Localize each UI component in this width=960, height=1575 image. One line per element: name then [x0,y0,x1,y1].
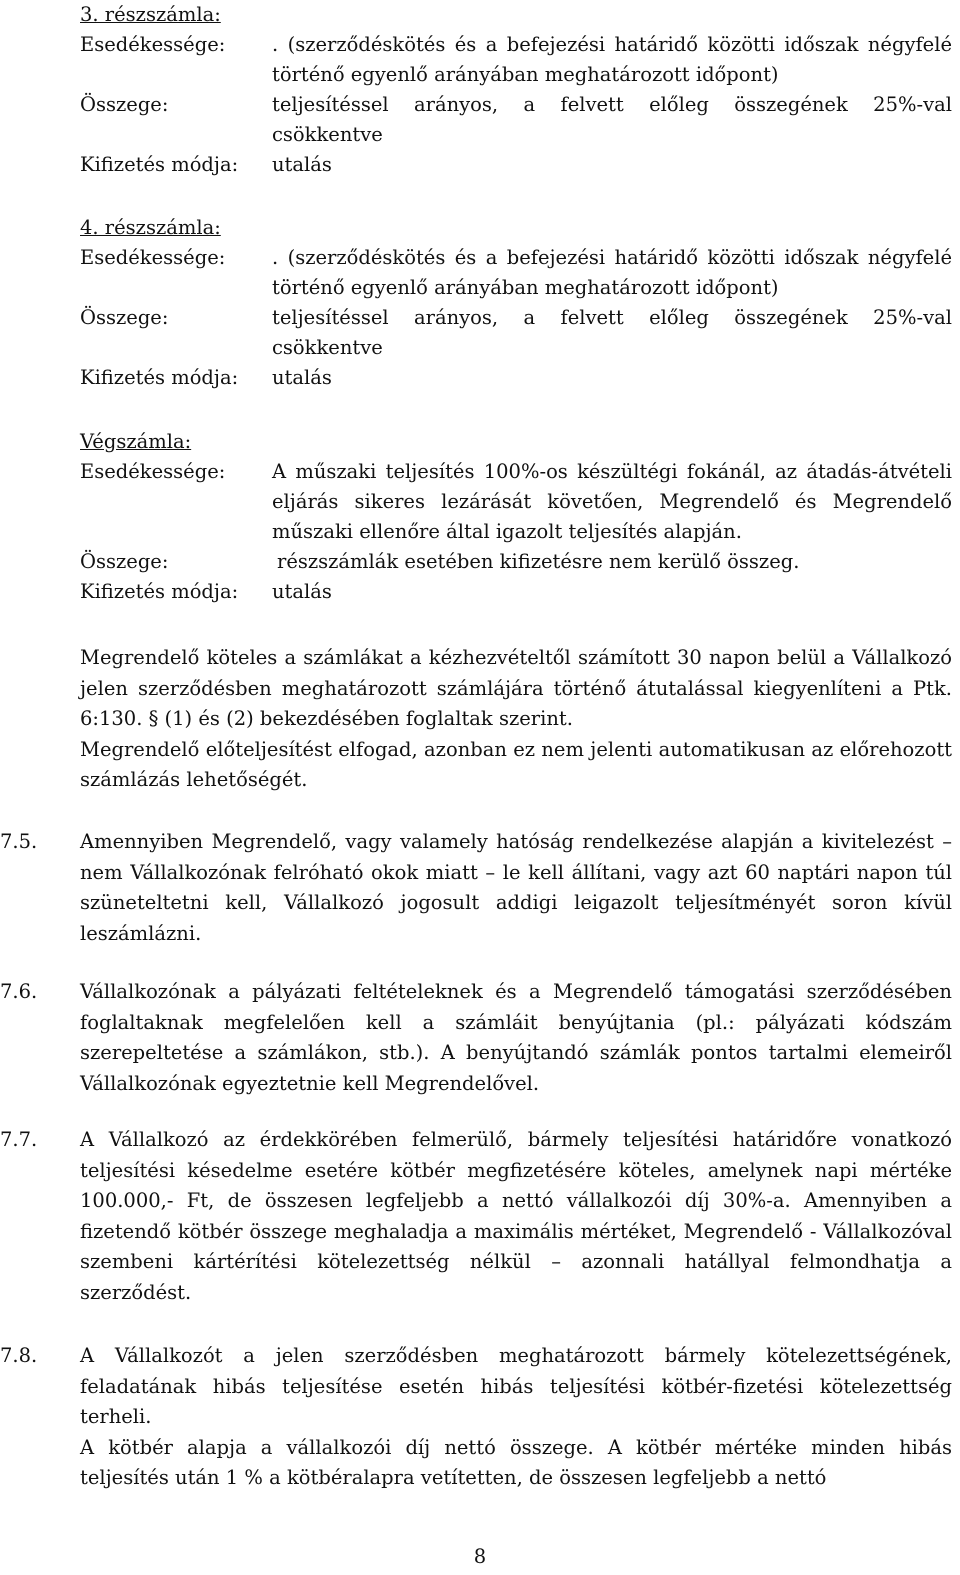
section-number: 7.6. [0,980,38,1003]
section-text: A Vállalkozó az érdekkörében felmerülő, bármely teljesítési határidőre vonatkozó teljesítési késedelme esetére kötbér megfizetésére köteles, amelynek napi mértéke 100.000,- Ft, de összesen legfeljebb a nettó vállalkozói díj 30%-a. Amennyiben a fizetendő kötbér összege meghaladja a maximális mértéket, Megrendelő - Vállalkozóval szembeni kártérítési kötelezettség nélkül – azonnali hatállyal felmondhatja a szerződést. [80,1128,952,1304]
amount-row [80,303,952,363]
due-label: Esedékessége: [80,460,226,483]
installment-title: 3. részszámla: [80,3,221,26]
amount-row [80,90,952,150]
installment-title: Végszámla: [80,430,192,453]
amount-value: részszámlák esetében kifizetésre nem kerülő összeg. [277,550,800,573]
due-row [80,457,952,547]
payment-row [80,150,952,180]
installment-4 [80,213,952,393]
payment-value: utalás [272,580,332,603]
due-label: Esedékessége: [80,33,226,56]
amount-label: Összege: [80,93,169,116]
final-invoice [80,427,952,607]
page-number: 8 [473,1545,487,1568]
amount-value: teljesítéssel arányos, a felvett előleg összegének 25%-val csökkentve [272,93,952,146]
section-text: Amennyiben Megrendelő, vagy valamely hatóság rendelkezése alapján a kivitelezést – nem Vállalkozónak felróható okok miatt – le kell állítani, vagy azt 60 naptári napon túl szüneteltetni kell, Vállalkozó jogosult addigi leigazolt teljesítményét soron kívül leszámlázni. [80,830,952,945]
due-value: . (szerződéskötés és a befejezési határidő közötti időszak négyfelé történő egyenlő arányában meghatározott időpont) [272,33,952,86]
section-text-part-1: A Vállalkozót a jelen szerződésben meghatározott bármely kötelezettségének, feladatának hibás teljesítése esetén hibás teljesítési kötbér-fizetési kötelezettség terheli. [80,1344,952,1428]
section-number: 7.7. [0,1128,38,1151]
payment-row [80,363,952,393]
section-text-part-2: A kötbér alapja a vállalkozói díj nettó összege. A kötbér mértéke minden hibás teljesítés után 1 % a kötbéralapra vetítetten, de összesen legfeljebb a nettó [80,1435,952,1489]
prepayment-paragraph: Megrendelő előteljesítést elfogad, azonban ez nem jelenti automatikusan az előrehozott számlázás lehetőségét. [80,737,952,791]
section-text: Vállalkozónak a pályázati feltételeknek és a Megrendelő támogatási szerződésében foglaltaknak megfelelően kell a számláit benyújtania (pl.: pályázati kódszám szerepeltetése a számlákon, stb.). A benyújtandó számlák pontos tartalmi elemeiről Vállalkozónak egyeztetnie kell Megrendelővel. [80,980,952,1095]
payment-label: Kifizetés módja: [80,153,239,176]
payment-row [80,577,952,607]
section-number: 7.5. [0,830,38,853]
amount-row [80,547,952,577]
payment-value: utalás [272,366,332,389]
payment-label: Kifizetés módja: [80,580,239,603]
installment-3 [80,0,952,180]
payment-terms-paragraph: Megrendelő köteles a számlákat a kézhezvételtől számított 30 napon belül a Vállalkozó jelen szerződésben meghatározott számlájára történő átutalással kiegyenlíteni a Ptk. 6:130. § (1) és (2) bekezdésében foglaltak szerint. [80,646,952,730]
amount-label: Összege: [80,550,169,573]
due-row [80,243,952,303]
payment-label: Kifizetés módja: [80,366,239,389]
section-text [80,1341,952,1494]
due-value: A műszaki teljesítés 100%-os készültégi fokánál, az átadás-átvételi eljárás sikeres lezárását követően, Megrendelő és Megrendelő műszaki ellenőre által igazolt teljesítés alapján. [272,460,952,543]
payment-terms [80,643,952,796]
due-value: . (szerződéskötés és a befejezési határidő közötti időszak négyfelé történő egyenlő arányában meghatározott időpont) [272,246,952,299]
amount-label: Összege: [80,306,169,329]
due-row [80,30,952,90]
installment-title: 4. részszámla: [80,216,221,239]
section-number: 7.8. [0,1344,38,1367]
payment-value: utalás [272,153,332,176]
due-label: Esedékessége: [80,246,226,269]
amount-value: teljesítéssel arányos, a felvett előleg összegének 25%-val csökkentve [272,306,952,359]
